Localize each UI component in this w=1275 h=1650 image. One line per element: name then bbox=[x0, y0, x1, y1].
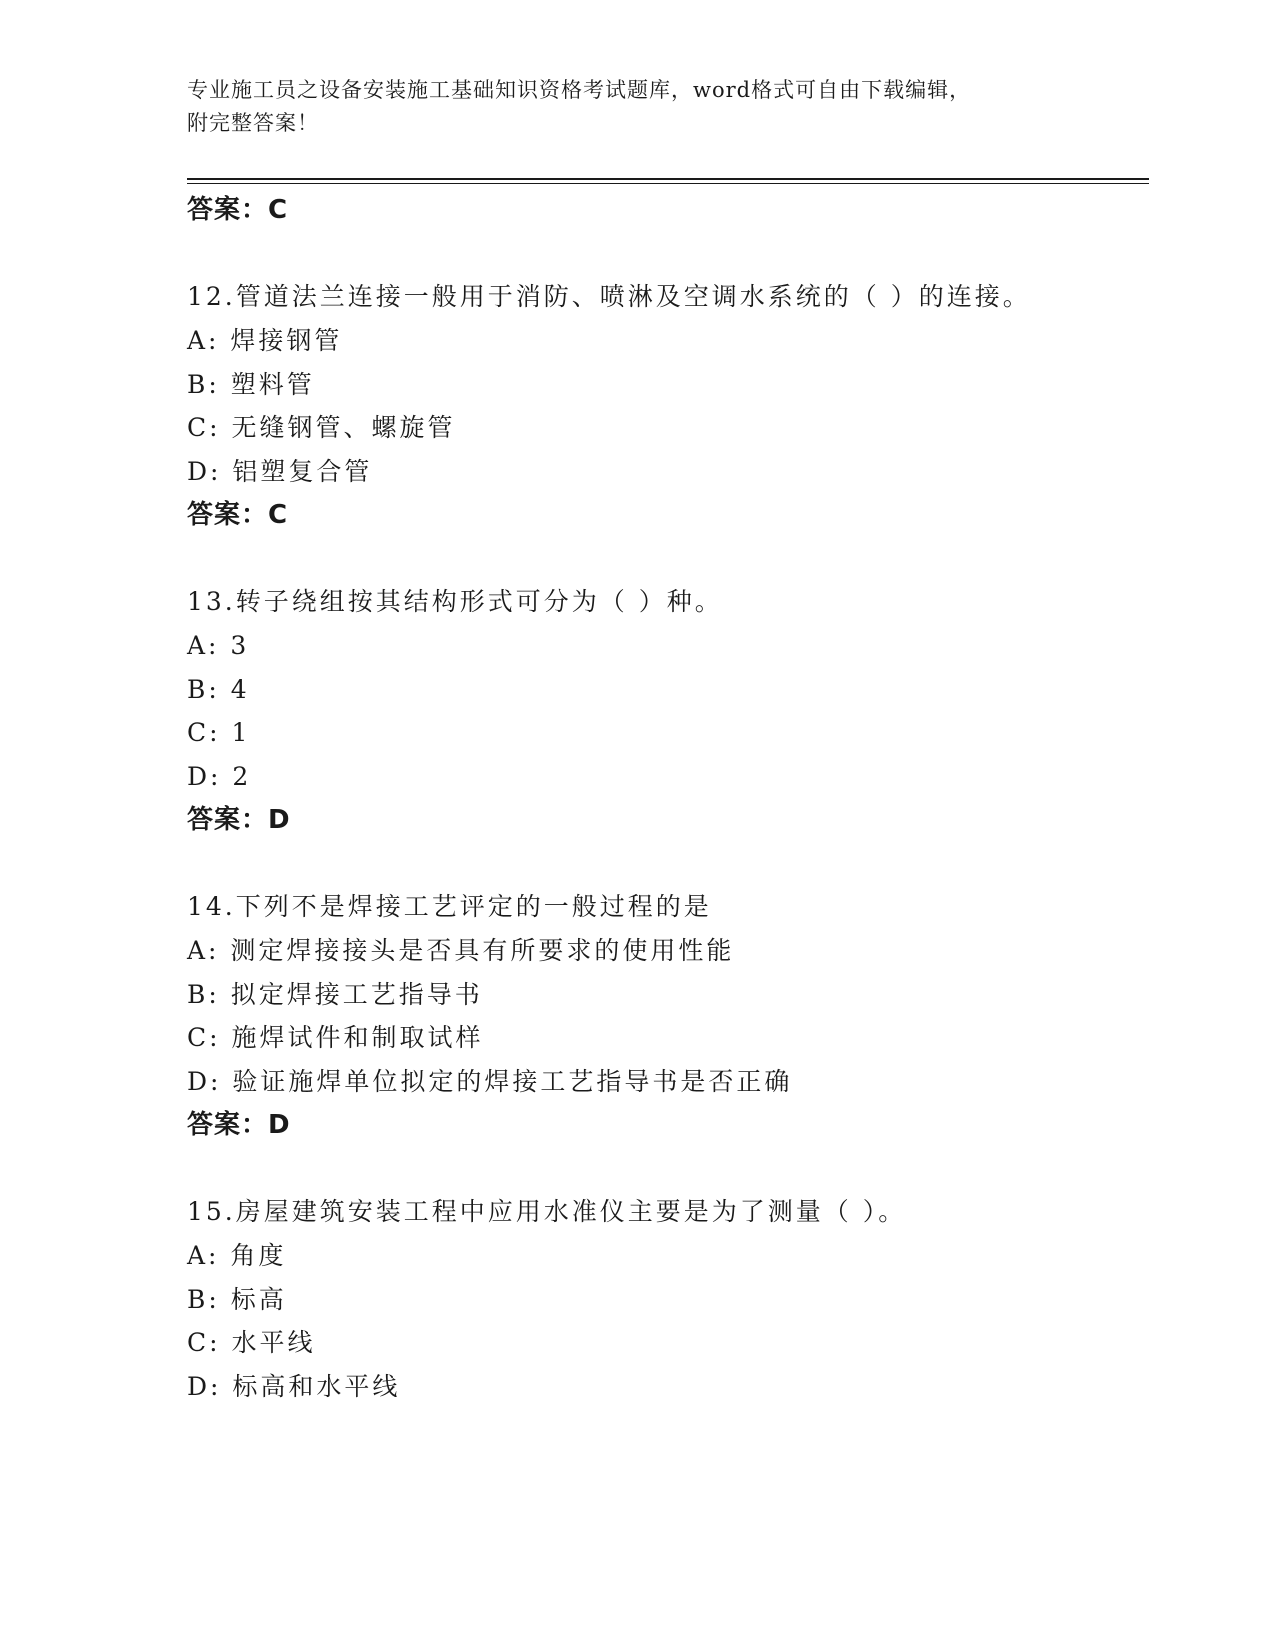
question-12-option-d: D: 铝塑复合管 bbox=[187, 457, 373, 486]
question-12-stem: 12.管道法兰连接一般用于消防、喷淋及空调水系统的（ ）的连接。 bbox=[187, 282, 1031, 311]
question-13-stem: 13.转子绕组按其结构形式可分为（ ）种。 bbox=[187, 587, 723, 616]
question-13-answer: 答案：D bbox=[187, 805, 291, 835]
header-line-1: 专业施工员之设备安装施工基础知识资格考试题库，word格式可自由下载编辑， bbox=[187, 78, 972, 102]
question-12-answer: 答案：C bbox=[187, 500, 289, 530]
question-15-stem: 15.房屋建筑安装工程中应用水准仪主要是为了测量（ ）。 bbox=[187, 1197, 907, 1226]
question-12-option-b: B: 塑料管 bbox=[187, 370, 315, 399]
question-12-option-a: A: 焊接钢管 bbox=[187, 326, 343, 355]
question-13-option-c: C: 1 bbox=[187, 718, 251, 747]
question-15-option-a: A: 角度 bbox=[187, 1241, 287, 1270]
question-15-option-c: C: 水平线 bbox=[187, 1328, 316, 1357]
previous-answer: 答案：C bbox=[187, 195, 289, 225]
question-13-option-d: D: 2 bbox=[187, 762, 252, 791]
question-14-answer: 答案：D bbox=[187, 1110, 291, 1140]
question-14-option-b: B: 拟定焊接工艺指导书 bbox=[187, 980, 483, 1009]
question-13-option-a: A: 3 bbox=[187, 631, 250, 660]
question-14-option-c: C: 施焊试件和制取试样 bbox=[187, 1023, 484, 1052]
question-12-option-c: C: 无缝钢管、螺旋管 bbox=[187, 413, 456, 442]
question-14-option-a: A: 测定焊接接头是否具有所要求的使用性能 bbox=[187, 936, 735, 965]
header-line-2: 附完整答案！ bbox=[187, 111, 319, 135]
header-divider-thin bbox=[187, 183, 1149, 184]
question-15-option-b: B: 标高 bbox=[187, 1285, 287, 1314]
header-divider-thick bbox=[187, 178, 1149, 180]
question-15-option-d: D: 标高和水平线 bbox=[187, 1372, 401, 1401]
question-14-stem: 14.下列不是焊接工艺评定的一般过程的是 bbox=[187, 892, 712, 921]
question-13-option-b: B: 4 bbox=[187, 675, 250, 704]
document-header bbox=[187, 74, 1087, 140]
question-14-option-d: D: 验证施焊单位拟定的焊接工艺指导书是否正确 bbox=[187, 1067, 793, 1096]
